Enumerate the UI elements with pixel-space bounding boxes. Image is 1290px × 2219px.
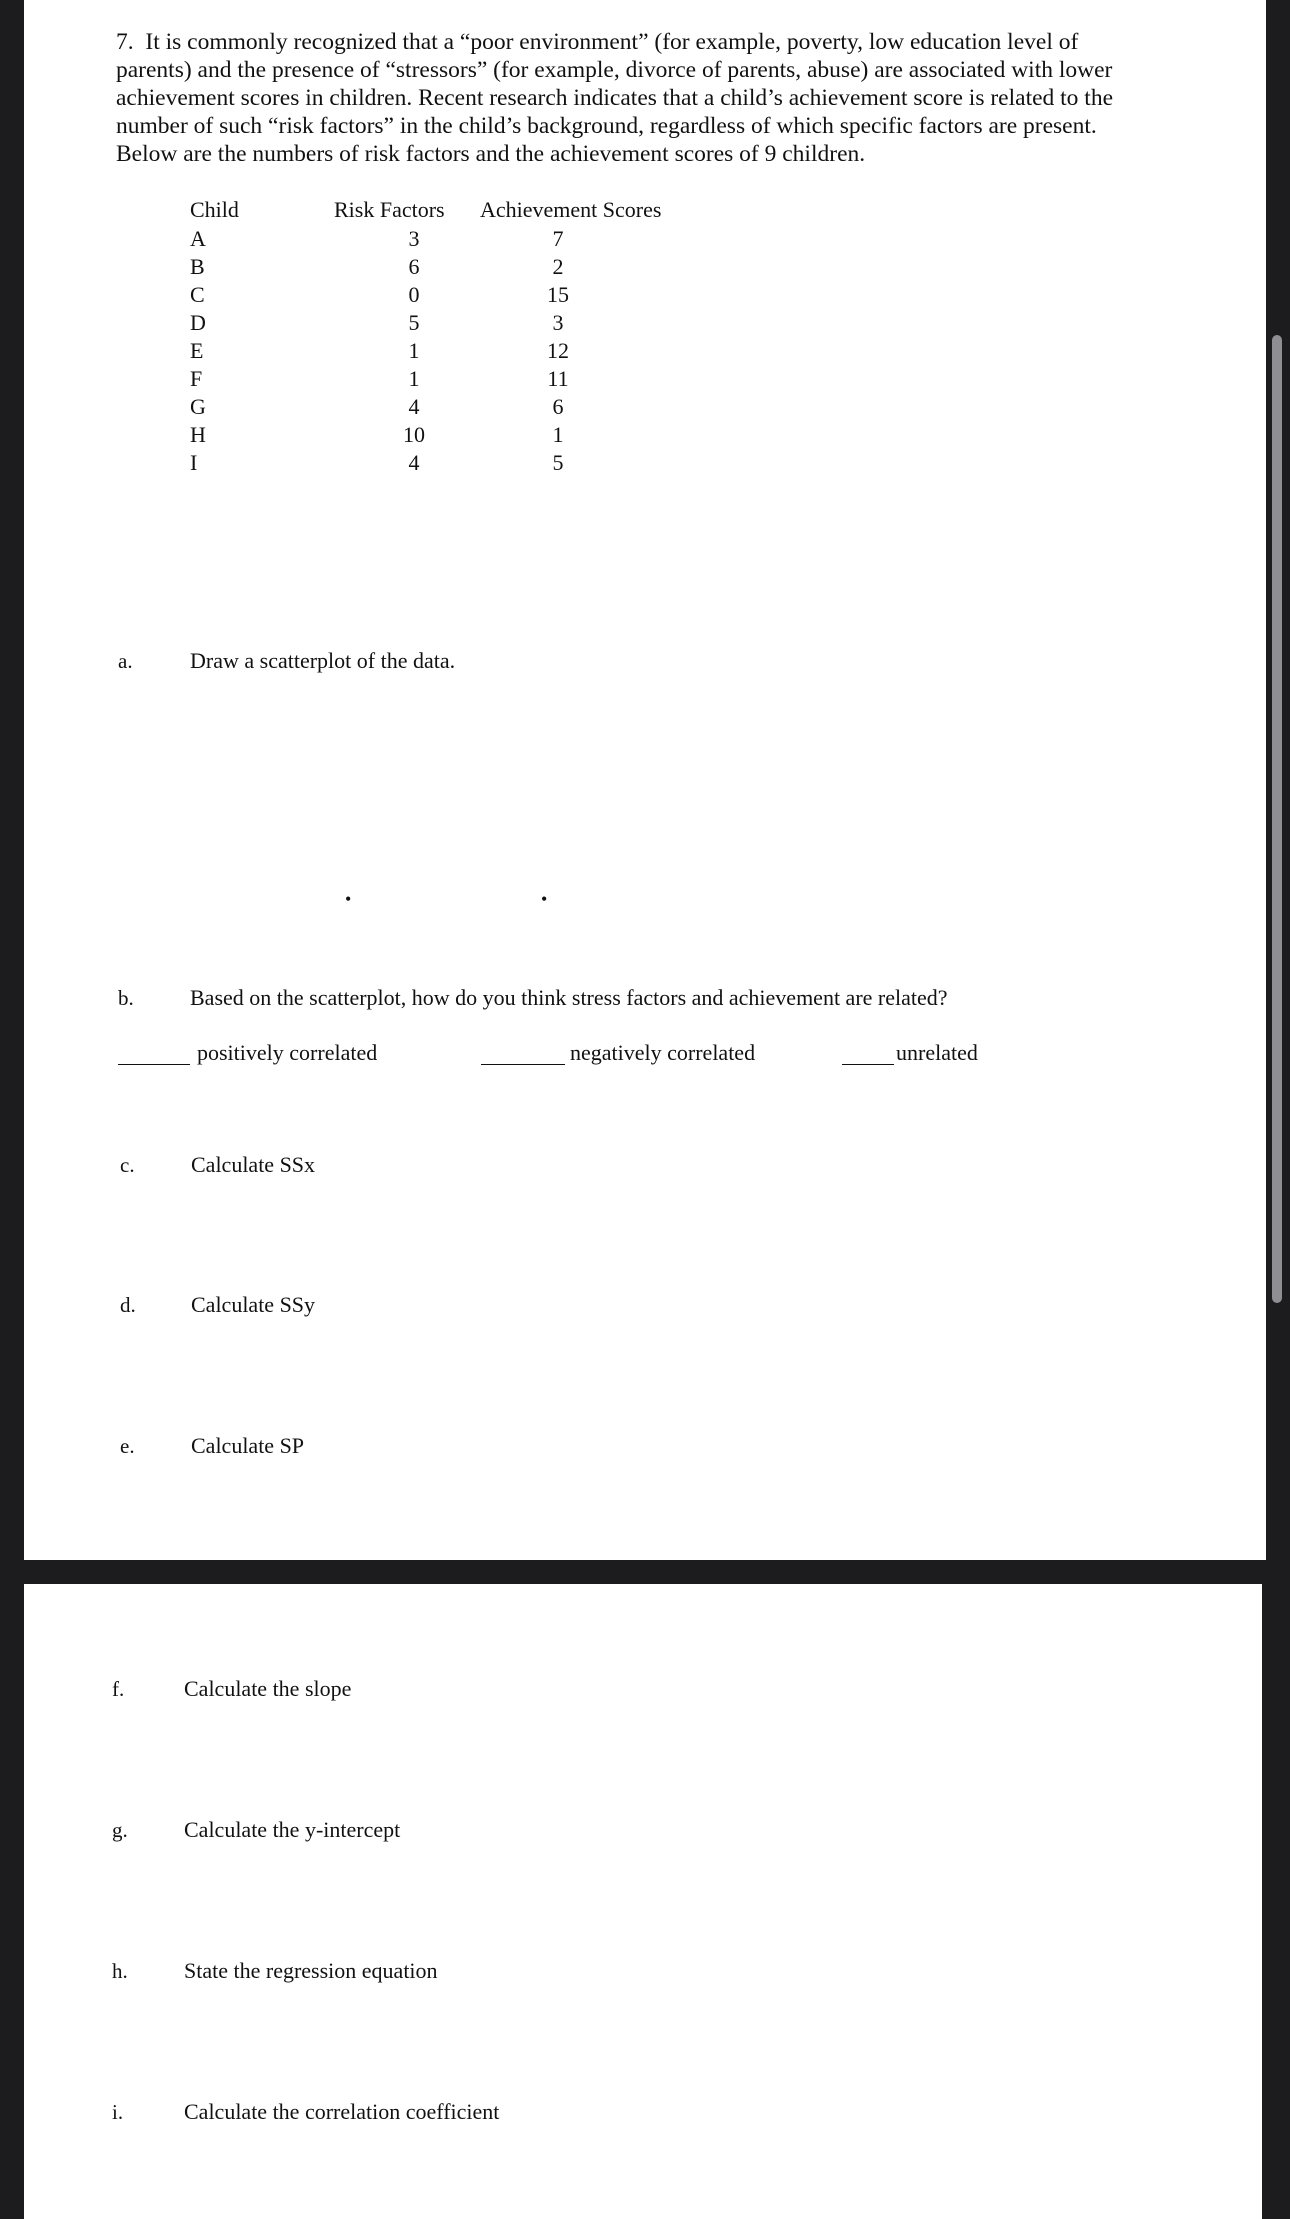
table-cell-score: 6 bbox=[552, 394, 564, 419]
part-h-letter: h. bbox=[112, 1959, 128, 1983]
part-e-letter: e. bbox=[120, 1434, 135, 1458]
table-cell-child: B bbox=[190, 254, 205, 279]
answer-blank-unrelated[interactable] bbox=[842, 1042, 894, 1065]
part-f-text: Calculate the slope bbox=[184, 1676, 352, 1701]
table-cell-child: G bbox=[190, 394, 206, 419]
part-i-letter: i. bbox=[112, 2100, 124, 2124]
table-cell-score: 15 bbox=[547, 282, 569, 307]
table-cell-score: 11 bbox=[547, 366, 569, 391]
table-cell-risk: 4 bbox=[408, 394, 420, 419]
part-i-text: Calculate the correlation coefficient bbox=[184, 2099, 500, 2124]
question-line-5: Below are the numbers of risk factors and the achievement scores of 9 children. bbox=[116, 141, 866, 167]
table-header-risk-factors: Risk Factors bbox=[334, 197, 445, 222]
table-cell-child: C bbox=[190, 282, 205, 307]
part-b-letter: b. bbox=[118, 986, 134, 1010]
table-cell-score: 5 bbox=[552, 450, 564, 475]
table-cell-score: 3 bbox=[552, 310, 564, 335]
part-h-text: State the regression equation bbox=[184, 1958, 438, 1983]
worksheet-page-1 bbox=[24, 0, 1266, 1560]
answer-blank-negative[interactable] bbox=[481, 1042, 565, 1065]
table-cell-risk: 5 bbox=[408, 310, 420, 335]
table-cell-risk: 1 bbox=[408, 366, 420, 391]
question-line-2: parents) and the presence of “stressors” (for example, divorce of parents, abuse) are associated with lower bbox=[116, 57, 1113, 83]
question-intro bbox=[116, 28, 1206, 168]
table-cell-child: D bbox=[190, 310, 206, 335]
part-g-letter: g. bbox=[112, 1818, 128, 1842]
part-e-text: Calculate SP bbox=[191, 1433, 305, 1458]
question-line-1: It is commonly recognized that a “poor environment” (for example, poverty, low education level of bbox=[145, 29, 1079, 55]
page-edge bbox=[1262, 1584, 1266, 2219]
table-cell-child: A bbox=[190, 226, 206, 251]
part-c-text: Calculate SSx bbox=[191, 1152, 316, 1177]
part-f-letter: f. bbox=[112, 1677, 125, 1701]
worksheet-page-2 bbox=[24, 1584, 1266, 2219]
question-line-3: achievement scores in children. Recent research indicates that a child’s achievement score is related to the bbox=[116, 85, 1114, 111]
table-cell-score: 12 bbox=[547, 338, 569, 363]
table-cell-risk: 1 bbox=[408, 338, 420, 363]
table-cell-score: 2 bbox=[552, 254, 564, 279]
scrollbar-thumb[interactable] bbox=[1272, 335, 1282, 1303]
stray-mark: • bbox=[345, 889, 352, 909]
part-d-letter: d. bbox=[120, 1293, 136, 1317]
question-line-4: number of such “risk factors” in the child’s background, regardless of which specific factors are present. bbox=[116, 113, 1097, 139]
part-g-text: Calculate the y-intercept bbox=[184, 1817, 401, 1842]
table-cell-child: I bbox=[190, 450, 198, 475]
part-c-letter: c. bbox=[120, 1153, 135, 1177]
table-cell-child: H bbox=[190, 422, 206, 447]
part-d-text: Calculate SSy bbox=[191, 1292, 316, 1317]
table-cell-risk: 0 bbox=[408, 282, 420, 307]
option-unrelated: unrelated bbox=[896, 1040, 978, 1065]
question-number: 7. bbox=[116, 29, 134, 55]
option-negatively-correlated: negatively correlated bbox=[570, 1040, 756, 1065]
part-a-letter: a. bbox=[118, 649, 133, 673]
part-b-text: Based on the scatterplot, how do you think stress factors and achievement are related? bbox=[190, 985, 948, 1010]
table-cell-risk: 4 bbox=[408, 450, 420, 475]
stray-mark: • bbox=[541, 889, 548, 909]
answer-blank-positive[interactable] bbox=[118, 1042, 190, 1065]
table-cell-risk: 6 bbox=[408, 254, 420, 279]
table-cell-score: 1 bbox=[552, 422, 564, 447]
table-cell-risk: 3 bbox=[408, 226, 420, 251]
table-cell-score: 7 bbox=[552, 226, 564, 251]
part-a-text: Draw a scatterplot of the data. bbox=[190, 648, 456, 673]
table-cell-child: E bbox=[190, 338, 204, 363]
table-cell-child: F bbox=[190, 366, 203, 391]
table-header-child: Child bbox=[190, 197, 239, 222]
table-cell-risk: 10 bbox=[403, 422, 425, 447]
option-positively-correlated: positively correlated bbox=[197, 1040, 378, 1065]
table-header-achievement-scores: Achievement Scores bbox=[480, 197, 662, 222]
